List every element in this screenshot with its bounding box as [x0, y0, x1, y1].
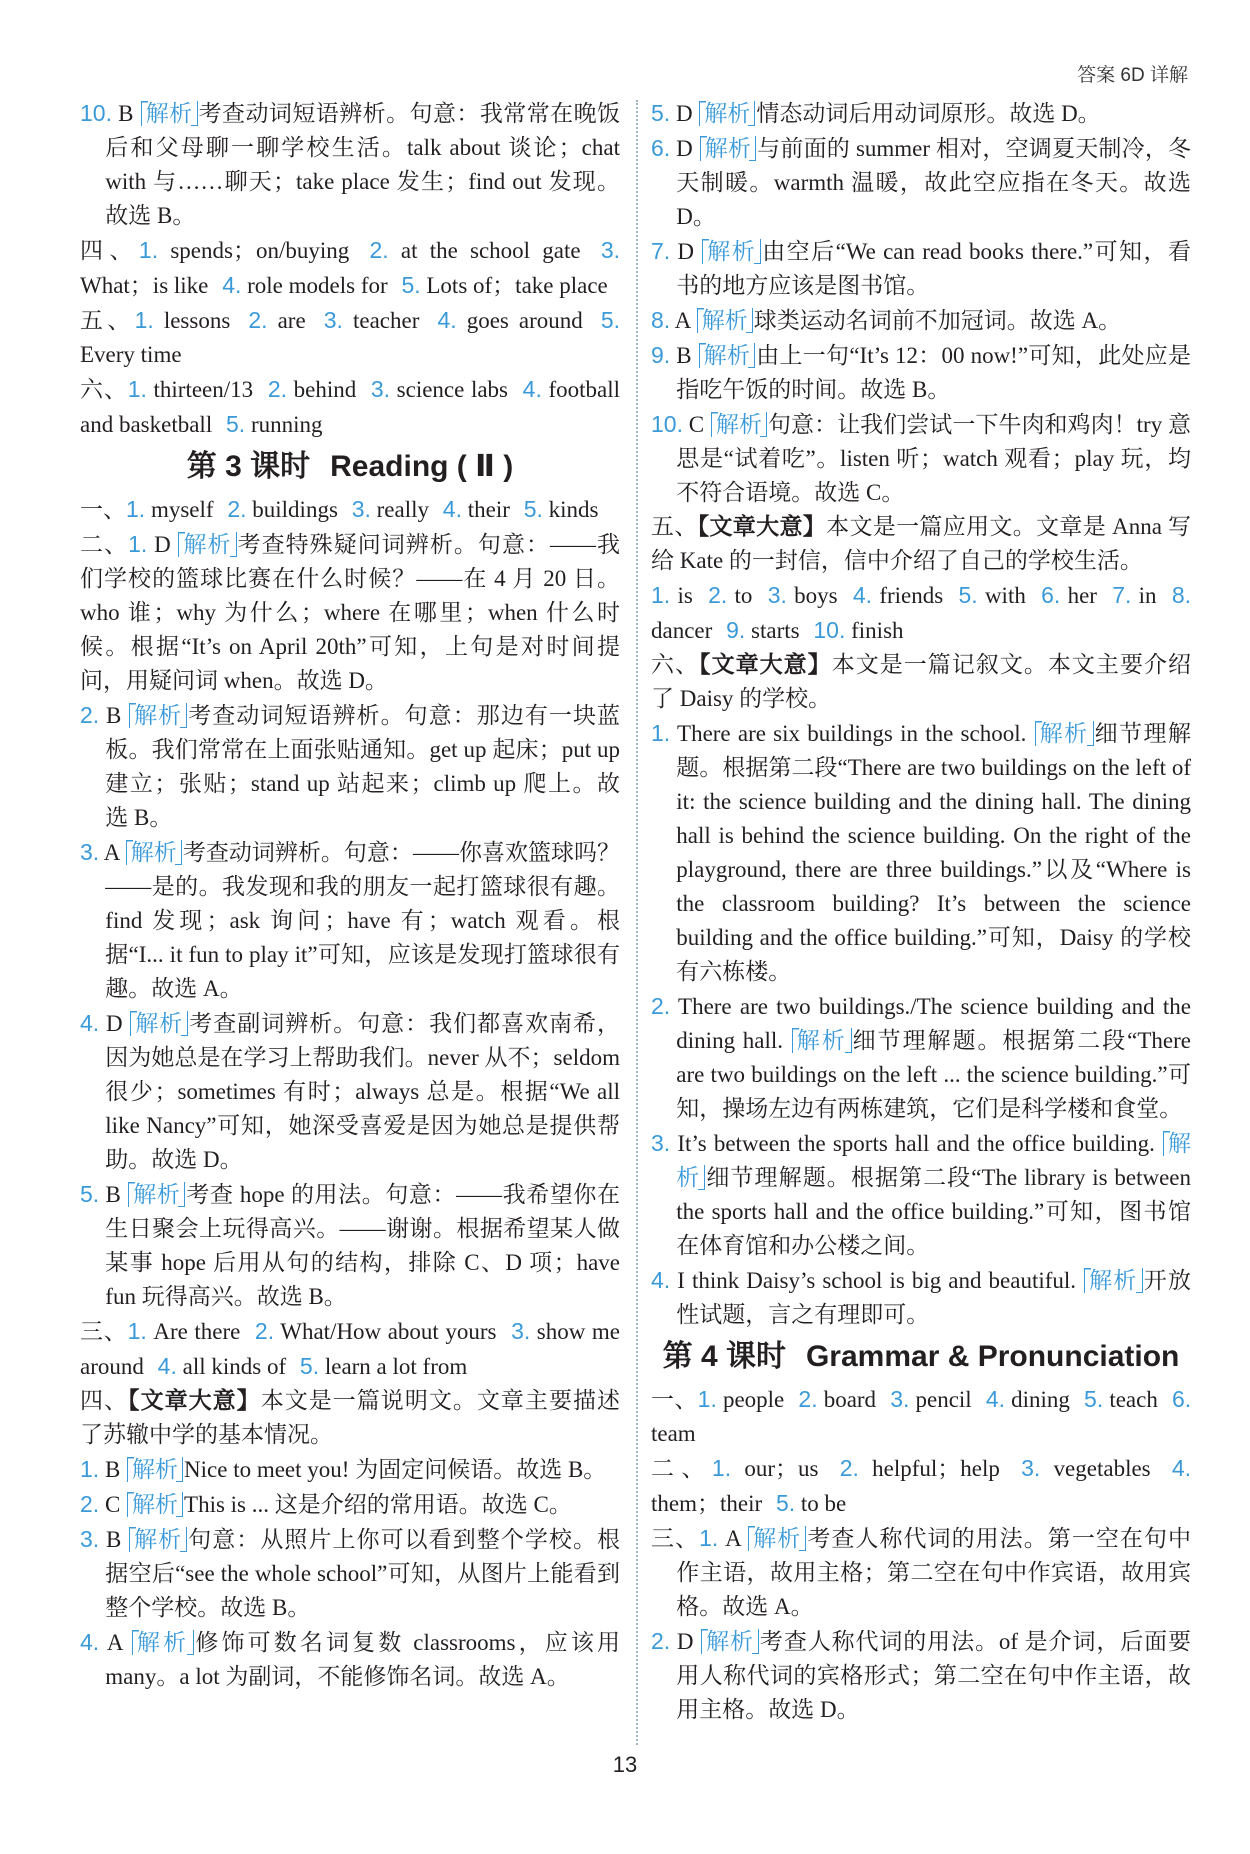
- item-text: 本文是一篇应用文。文章是 Anna 写给 Kate 的一封信，信中介绍了自己的学校生活。: [651, 514, 1192, 573]
- item-text: 句意：让我们尝试一下牛肉和鸡肉！try 意思是“试着吃”。listen 听；watch 观看；play 玩，均不符合语境。故选 C。: [676, 412, 1192, 505]
- item-text: 情态动词后用动词原形。故选 D。: [756, 101, 1101, 126]
- item-text: 考查人称代词的用法。第一空在句中作主语，故用主格；第二空在句中作宾语，故用宾格。故选 A。: [676, 1526, 1192, 1619]
- analysis-tag: 解析: [676, 1131, 1192, 1190]
- item-text: 细节理解题。根据第二段“There are two buildings on the left ... the science building.”可知，操场左边有两栋建筑，它们是科学楼和食堂。: [676, 1028, 1192, 1121]
- item-text: 考查动词短语辨析。句意：我常常在晚饭后和父母聊一聊学校生活。talk about 谈论；chat with 与……聊天；take place 发生；find out 发现。故选 B。: [105, 101, 621, 228]
- item-number: 3.: [323, 307, 343, 333]
- item-text: learn a lot from: [324, 1354, 468, 1379]
- item-text: with: [984, 583, 1026, 608]
- item-number: 5.: [226, 411, 246, 437]
- answer-entry: [80, 1177, 620, 1314]
- column-divider: [636, 100, 638, 1745]
- answer-entry: [651, 131, 1191, 234]
- item-text: 考查动词短语辨析。句意：那边有一块蓝板。我们常常在上面张贴通知。get up 起床；put up 建立；张贴；stand up 站起来；climb up 爬上。故选 B。: [105, 703, 621, 830]
- lesson-title: Grammar & Pronunciation: [805, 1340, 1180, 1373]
- answer-entry: [80, 233, 620, 303]
- item-number: 5.: [299, 1353, 320, 1379]
- answer-entry: [651, 1521, 1191, 1624]
- item-text: B: [118, 101, 134, 126]
- item-text: B: [105, 703, 122, 728]
- answer-entry: [80, 492, 620, 527]
- analysis-tag: 解析: [127, 1492, 183, 1517]
- item-number: 1.: [138, 237, 159, 263]
- item-number: 2.: [248, 307, 268, 333]
- item-text: show me around: [80, 1319, 621, 1379]
- item-number: 4.: [157, 1353, 177, 1379]
- item-text: are: [277, 308, 306, 333]
- item-number: 7.: [651, 238, 671, 264]
- item-number: 1.: [697, 1386, 717, 1412]
- item-text: 与前面的 summer 相对，空调夏天制冷，冬天制暖。warmth 温暖，故此空应指在冬天。故选 D。: [676, 136, 1192, 229]
- item-text: 考查特殊疑问词辨析。句意：——我们学校的篮球比赛在什么时候？——在 4 月 20 日。who 谁；why 为什么；where 在哪里；when 什么时候。根据“It’s on April 20th”可知，上句是对时间提问，用疑问词 when。故选 D。: [80, 532, 621, 693]
- item-text: 修饰可数名词复数 classrooms，应该用 many。a lot 为副词，不能修饰名词。故选 A。: [105, 1630, 621, 1689]
- analysis-tag: 解析: [700, 136, 756, 161]
- item-text: What/How about yours: [280, 1319, 497, 1344]
- item-text: D: [676, 1629, 694, 1654]
- section-prefix: 一、: [651, 1387, 698, 1412]
- item-text: friends: [879, 583, 944, 608]
- analysis-tag: 解析: [1035, 721, 1094, 746]
- item-text: goes around: [466, 308, 583, 333]
- answer-entry: [651, 1126, 1191, 1263]
- item-text: 考查人称代词的用法。of 是介词，后面要用人称代词的宾格形式；第二空在句中作主语，故用主格。故选 D。: [676, 1629, 1192, 1722]
- item-number: 10.: [813, 617, 846, 643]
- item-text: B: [104, 1457, 121, 1482]
- item-number: 1.: [128, 531, 148, 557]
- item-number: 4.: [985, 1386, 1006, 1412]
- item-number: 1.: [127, 376, 147, 402]
- item-number: 10.: [651, 411, 683, 437]
- item-text: thirteen/13: [153, 377, 254, 402]
- item-text: our；us: [744, 1456, 819, 1481]
- analysis-tag: 解析: [141, 101, 198, 126]
- section-prefix: 二、: [80, 532, 129, 557]
- item-number: 3.: [370, 376, 391, 402]
- analysis-tag: 解析: [1084, 1268, 1143, 1293]
- item-text: helpful；help: [872, 1456, 1000, 1481]
- item-number: 4.: [651, 1267, 671, 1293]
- analysis-tag: 解析: [178, 532, 236, 557]
- answer-entry: [80, 1006, 620, 1177]
- item-number: 4.: [1171, 1455, 1192, 1481]
- item-text: B: [676, 343, 692, 368]
- summary-label: 【文章大意】: [697, 514, 827, 539]
- answer-entry: [651, 303, 1191, 338]
- item-number: 3.: [890, 1386, 910, 1412]
- item-text: 细节理解题。根据第二段“The library is between the sports hall and the office building.”可知，图书馆在体育馆和办公楼之间。: [676, 1165, 1192, 1258]
- item-text: A: [674, 308, 691, 333]
- analysis-tag: 解析: [701, 1629, 759, 1654]
- answer-entry: [80, 96, 620, 233]
- item-number: 5.: [80, 1181, 100, 1207]
- item-number: 3.: [1021, 1455, 1041, 1481]
- item-number: 1.: [127, 1318, 147, 1344]
- item-text: to be: [800, 1491, 847, 1516]
- item-text: Lots of；take place: [426, 273, 608, 298]
- item-text: football and basketball: [80, 377, 621, 437]
- item-number: 9.: [726, 617, 746, 643]
- answer-entry: [651, 407, 1191, 510]
- item-number: 9.: [651, 342, 671, 368]
- item-number: 3.: [651, 1130, 671, 1156]
- left-column: [80, 96, 620, 1694]
- item-text: D: [676, 136, 693, 161]
- item-number: 5.: [1084, 1386, 1104, 1412]
- answer-entry: [651, 1263, 1191, 1332]
- item-number: 5.: [600, 307, 621, 333]
- item-text: 本文是一篇说明文。文章主要描述了苏辙中学的基本情况。: [80, 1388, 621, 1447]
- item-text: pencil: [915, 1387, 972, 1412]
- item-number: 2.: [798, 1386, 818, 1412]
- lesson-number: 第 4 课时: [662, 1340, 786, 1373]
- item-number: 2.: [254, 1318, 275, 1344]
- answer-entry: [80, 835, 620, 1006]
- item-text: 考查动词辨析。句意：——你喜欢篮球吗？——是的。我发现和我的朋友一起打篮球很有趣。find 发现；ask 询问；have 有；watch 观看。根据“I... it fun to play it”可知，应该是发现打篮球很有趣。故选 A。: [105, 840, 621, 1001]
- analysis-tag: 解析: [129, 1527, 187, 1552]
- item-text: at the school gate: [400, 238, 581, 263]
- answer-entry: [651, 578, 1191, 648]
- analysis-tag: 解析: [699, 101, 755, 126]
- item-number: 6.: [1041, 582, 1061, 608]
- item-text: A: [103, 840, 120, 865]
- answer-entry: [651, 716, 1191, 989]
- item-number: 3.: [80, 839, 100, 865]
- analysis-tag: 解析: [126, 840, 182, 865]
- analysis-tag: 解析: [132, 1630, 194, 1655]
- item-text: finish: [851, 618, 904, 643]
- item-number: 5.: [401, 272, 421, 298]
- item-number: 10.: [80, 100, 112, 126]
- answer-entry: [80, 1452, 620, 1487]
- right-column: [651, 96, 1191, 1727]
- item-text: Nice to meet you! 为固定问候语。故选 B。: [184, 1457, 607, 1482]
- item-text: D: [105, 1011, 123, 1036]
- item-number: 3.: [80, 1526, 100, 1552]
- item-text: 本文是一篇记叙文。本文主要介绍了 Daisy 的学校。: [651, 652, 1192, 711]
- item-number: 5.: [651, 100, 671, 126]
- section-prefix: 三、: [80, 1319, 128, 1344]
- item-text: I think Daisy’s school is big and beautiful.: [677, 1268, 1077, 1293]
- item-text: all kinds of: [182, 1354, 287, 1379]
- section-prefix: 三、: [651, 1526, 700, 1551]
- item-text: B: [105, 1527, 122, 1552]
- answer-entry: [651, 96, 1191, 131]
- item-text: is: [677, 583, 693, 608]
- section-prefix: 四、: [80, 1388, 129, 1413]
- summary-label: 【文章大意】: [699, 652, 832, 677]
- item-text: C: [688, 412, 705, 437]
- item-text: A: [106, 1630, 123, 1655]
- answer-entry: [80, 1384, 620, 1452]
- analysis-tag: 解析: [128, 1182, 185, 1207]
- item-text: This is ... 这是介绍的常用语。故选 C。: [184, 1492, 572, 1517]
- item-number: 1.: [651, 582, 671, 608]
- item-text: vegetables: [1053, 1456, 1151, 1481]
- section-prefix: 六、: [651, 652, 700, 677]
- summary-label: 【文章大意】: [128, 1388, 261, 1413]
- item-number: 2.: [369, 237, 389, 263]
- item-text: starts: [751, 618, 800, 643]
- item-number: 3.: [351, 496, 371, 522]
- item-number: 2.: [839, 1455, 859, 1481]
- answer-entry: [651, 1624, 1191, 1727]
- item-number: 6.: [651, 135, 671, 161]
- item-number: 7.: [1112, 582, 1132, 608]
- answer-entry: [651, 989, 1191, 1126]
- answer-entry: [80, 698, 620, 835]
- item-number: 4.: [437, 307, 457, 333]
- item-number: 2.: [227, 496, 247, 522]
- item-text: team: [651, 1421, 696, 1446]
- item-text: 球类运动名词前不加冠词。故选 A。: [753, 308, 1122, 333]
- item-number: 4.: [852, 582, 873, 608]
- item-number: 1.: [711, 1455, 732, 1481]
- item-text: really: [376, 497, 429, 522]
- item-text: spends；on/buying: [170, 238, 350, 263]
- analysis-tag: 解析: [127, 1457, 183, 1482]
- item-number: 1.: [699, 1525, 719, 1551]
- item-number: 4.: [80, 1629, 100, 1655]
- item-text: There are six buildings in the school.: [677, 721, 1027, 746]
- analysis-tag: 解析: [702, 239, 761, 264]
- item-text: It’s between the sports hall and the office building.: [677, 1131, 1155, 1156]
- item-text: their: [467, 497, 510, 522]
- item-number: 4.: [80, 1010, 100, 1036]
- item-text: them；their: [651, 1491, 763, 1516]
- item-number: 2.: [651, 993, 671, 1019]
- item-text: C: [104, 1492, 121, 1517]
- item-text: D: [154, 532, 171, 557]
- item-text: in: [1138, 583, 1157, 608]
- item-number: 2.: [80, 1491, 100, 1517]
- answer-entry: [80, 1522, 620, 1625]
- item-text: role models for: [247, 273, 388, 298]
- item-text: behind: [293, 377, 357, 402]
- item-text: dining: [1011, 1387, 1070, 1412]
- answer-entry: [80, 1314, 620, 1384]
- item-number: 5.: [523, 496, 543, 522]
- section-prefix: 一、: [80, 497, 126, 522]
- item-text: What；is like: [80, 273, 209, 298]
- item-number: 1.: [80, 1456, 100, 1482]
- item-number: 4.: [442, 496, 462, 522]
- answer-entry: [651, 234, 1191, 303]
- item-text: people: [722, 1387, 785, 1412]
- item-text: running: [250, 412, 323, 437]
- item-text: D: [677, 239, 695, 264]
- item-text: A: [725, 1526, 741, 1551]
- item-number: 8.: [1171, 582, 1192, 608]
- item-text: dancer: [651, 618, 713, 643]
- item-text: teacher: [353, 308, 420, 333]
- item-number: 2.: [708, 582, 728, 608]
- item-text: kinds: [548, 497, 599, 522]
- analysis-tag: 解析: [711, 412, 767, 437]
- section-prefix: 四、: [80, 238, 139, 263]
- lesson-number: 第 3 课时: [186, 450, 311, 483]
- lesson-heading: [651, 1334, 1191, 1380]
- item-text: 句意：从照片上你可以看到整个学校。根据空后“see the whole school”可知，从图片上能看到整个学校。故选 B。: [105, 1527, 621, 1620]
- item-text: her: [1067, 583, 1097, 608]
- item-number: 1.: [651, 720, 671, 746]
- section-prefix: 六、: [80, 377, 128, 402]
- item-text: buildings: [252, 497, 338, 522]
- analysis-tag: 解析: [699, 343, 756, 368]
- item-number: 2.: [267, 376, 287, 402]
- item-number: 2.: [651, 1628, 671, 1654]
- item-number: 4.: [522, 376, 542, 402]
- item-text: 细节理解题。根据第二段“There are two buildings on the left of it: the science building and the dining hall. The dining hall is behind the science building. On the right of the playground, there are three buildings.”以及“Where is the classroom building? It’s between the science building and the office building.”可知，Daisy 的学校有六栋楼。: [676, 721, 1192, 984]
- item-number: 8.: [651, 307, 671, 333]
- answer-entry: [80, 372, 620, 442]
- item-number: 6.: [1171, 1386, 1192, 1412]
- analysis-tag: 解析: [697, 308, 753, 333]
- page-number: 13: [612, 1752, 638, 1777]
- answer-entry: [651, 338, 1191, 407]
- item-number: 1.: [126, 496, 146, 522]
- answer-entry: [651, 1451, 1191, 1521]
- item-number: 5.: [775, 1490, 796, 1516]
- answer-entry: [651, 510, 1191, 578]
- item-text: boys: [794, 583, 838, 608]
- item-text: myself: [150, 497, 214, 522]
- lesson-heading: [80, 444, 620, 490]
- item-text: teach: [1109, 1387, 1158, 1412]
- analysis-tag: 解析: [130, 1011, 188, 1036]
- item-text: 由空后“We can read books there.”可知，看书的地方应该是图书馆。: [676, 239, 1191, 298]
- item-number: 5.: [958, 582, 978, 608]
- answer-entry: [80, 303, 620, 372]
- item-text: D: [675, 101, 693, 126]
- answer-entry: [80, 1487, 620, 1522]
- analysis-tag: 解析: [748, 1526, 806, 1551]
- section-prefix: 二、: [651, 1456, 712, 1481]
- answer-entry: [80, 527, 620, 698]
- item-text: 开放性试题，言之有理即可。: [676, 1268, 1192, 1327]
- item-number: 3.: [600, 237, 621, 263]
- item-text: There are two buildings./The science building and the dining hall.: [676, 994, 1192, 1053]
- item-text: to: [734, 583, 753, 608]
- item-text: science labs: [396, 377, 509, 402]
- section-prefix: 五、: [651, 514, 698, 539]
- item-number: 1.: [134, 307, 154, 333]
- item-text: B: [105, 1182, 121, 1207]
- item-number: 4.: [222, 272, 242, 298]
- analysis-tag: 解析: [129, 703, 187, 728]
- answer-entry: [651, 648, 1191, 716]
- item-number: 3.: [767, 582, 787, 608]
- item-text: 考查 hope 的用法。句意：——我希望你在生日聚会上玩得高兴。——谢谢。根据希望某人做某事 hope 后用从句的结构，排除 C、D 项；have fun 玩得高兴。故选 B。: [105, 1182, 621, 1309]
- item-text: Every time: [80, 342, 182, 367]
- analysis-tag: 解析: [792, 1028, 852, 1053]
- answer-entry: [651, 1382, 1191, 1451]
- item-text: 由上一句“It’s 12：00 now!”可知，此处应是指吃午饭的时间。故选 B。: [676, 343, 1192, 402]
- lesson-title: Reading ( Ⅱ ): [330, 450, 514, 483]
- item-number: 2.: [80, 702, 100, 728]
- section-prefix: 五、: [80, 308, 135, 333]
- item-text: Are there: [153, 1319, 241, 1344]
- header-label: 答案 6D 详解: [1077, 65, 1188, 86]
- item-text: lessons: [163, 308, 231, 333]
- item-text: board: [823, 1387, 877, 1412]
- item-text: 考查副词辨析。句意：我们都喜欢南希，因为她总是在学习上帮助我们。never 从不；seldom 很少；sometimes 有时；always 总是。根据“We all like Nancy”可知，她深受喜爱是因为她总是提供帮助。故选 D。: [105, 1011, 621, 1172]
- answer-entry: [80, 1625, 620, 1694]
- item-number: 3.: [511, 1318, 531, 1344]
